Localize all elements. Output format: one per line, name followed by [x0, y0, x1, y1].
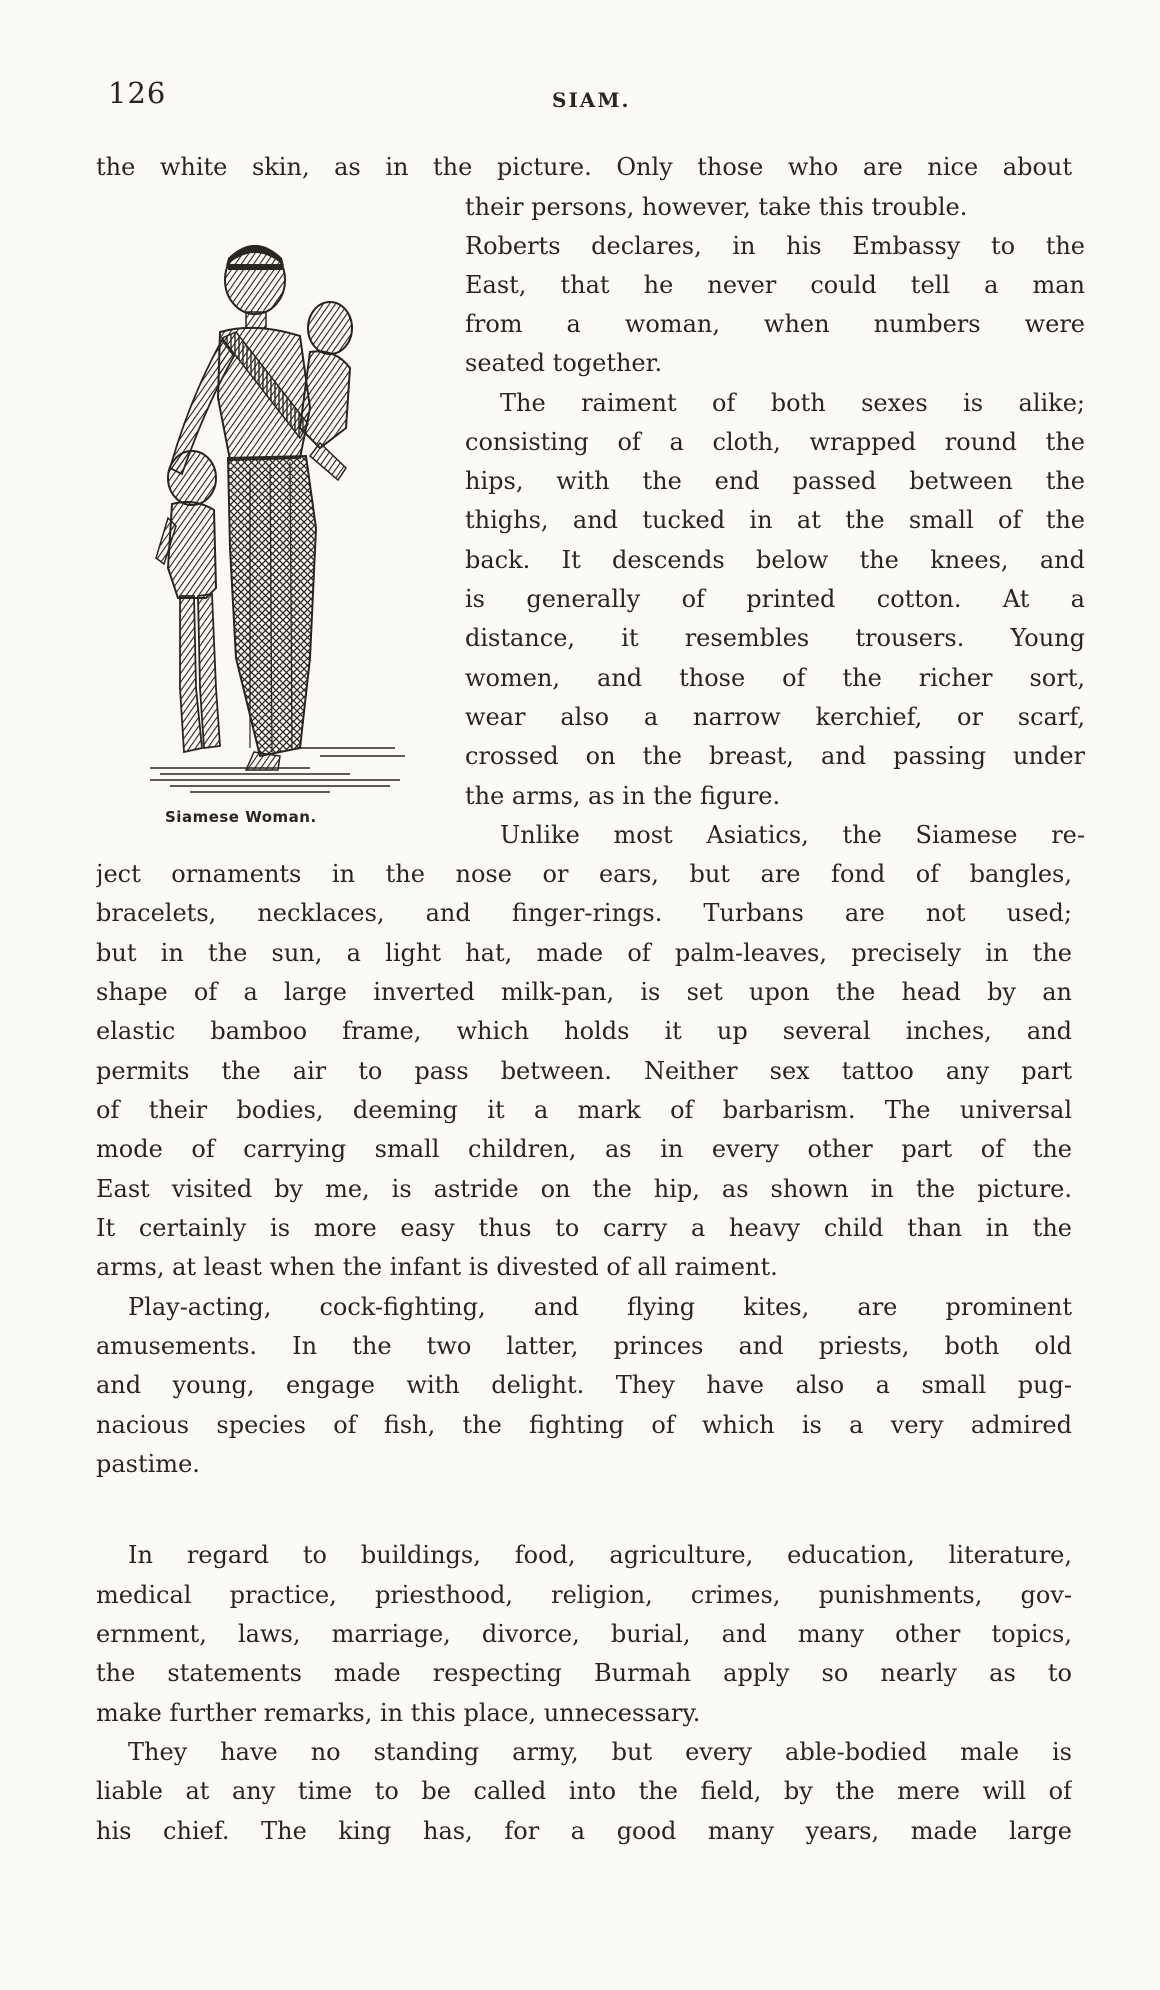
text-line: amusements. In the two latter, princes and priests, both old [96, 1332, 1072, 1360]
text-line: from a woman, when numbers were [465, 310, 1085, 338]
text-line: East visited by me, is astride on the hip, as shown in the picture. [96, 1175, 1072, 1203]
text-line: medical practice, priesthood, religion, crimes, punishments, gov- [96, 1581, 1072, 1609]
text-line: the statements made respecting Burmah apply so nearly as to [96, 1659, 1072, 1687]
text-line: elastic bamboo frame, which holds it up several inches, and [96, 1017, 1072, 1045]
text-line: nacious species of fish, the fighting of which is a very admired [96, 1411, 1072, 1439]
text-line: shape of a large inverted milk-pan, is set upon the head by an [96, 978, 1072, 1006]
text-line: thighs, and tucked in at the small of the [465, 506, 1085, 534]
text-line: distance, it resembles trousers. Young [465, 624, 1085, 652]
text-line: consisting of a cloth, wrapped round the [465, 428, 1085, 456]
text-line: ject ornaments in the nose or ears, but are fond of bangles, [96, 860, 1072, 888]
text-line: is generally of printed cotton. At a [465, 585, 1085, 613]
text-line: the white skin, as in the picture. Only those who are nice about [96, 153, 1072, 181]
text-line: Roberts declares, in his Embassy to the [465, 232, 1085, 260]
engraving-siamese-woman-icon [150, 228, 410, 802]
text-line: liable at any time to be called into the field, by the mere will of [96, 1777, 1072, 1805]
text-line: but in the sun, a light hat, made of palm-leaves, precisely in the [96, 939, 1072, 967]
text-line: their persons, however, take this trouble. [465, 193, 968, 221]
text-line: In regard to buildings, food, agriculture, education, literature, [128, 1541, 1072, 1569]
text-line: permits the air to pass between. Neither sex tattoo any part [96, 1057, 1072, 1085]
running-head: SIAM. [552, 88, 631, 112]
text-line: They have no standing army, but every able-bodied male is [128, 1738, 1072, 1766]
text-line: pastime. [96, 1450, 200, 1478]
text-line: women, and those of the richer sort, [465, 664, 1085, 692]
text-line: hips, with the end passed between the [465, 467, 1085, 495]
text-line: arms, at least when the infant is divested of all raiment. [96, 1253, 778, 1281]
text-line: The raiment of both sexes is alike; [500, 389, 1085, 417]
page-number: 126 [108, 76, 167, 110]
text-line: East, that he never could tell a man [465, 271, 1085, 299]
figure-caption: Siamese Woman. [165, 808, 317, 826]
text-line: and young, engage with delight. They have also a small pug- [96, 1371, 1072, 1399]
text-line: It certainly is more easy thus to carry a heavy child than in the [96, 1214, 1072, 1242]
text-line: his chief. The king has, for a good many years, made large [96, 1817, 1072, 1845]
text-line: back. It descends below the knees, and [465, 546, 1085, 574]
text-line: crossed on the breast, and passing under [465, 742, 1085, 770]
text-line: of their bodies, deeming it a mark of barbarism. The universal [96, 1096, 1072, 1124]
text-line: the arms, as in the figure. [465, 782, 781, 810]
text-line: ernment, laws, marriage, divorce, burial, and many other topics, [96, 1620, 1072, 1648]
text-line: make further remarks, in this place, unnecessary. [96, 1699, 701, 1727]
text-line: wear also a narrow kerchief, or scarf, [465, 703, 1085, 731]
text-line: bracelets, necklaces, and finger-rings. Turbans are not used; [96, 899, 1072, 927]
text-line: Unlike most Asiatics, the Siamese re- [500, 821, 1085, 849]
text-line: mode of carrying small children, as in every other part of the [96, 1135, 1072, 1163]
text-line: Play-acting, cock-fighting, and flying kites, are prominent [128, 1293, 1072, 1321]
text-line: seated together. [465, 349, 663, 377]
